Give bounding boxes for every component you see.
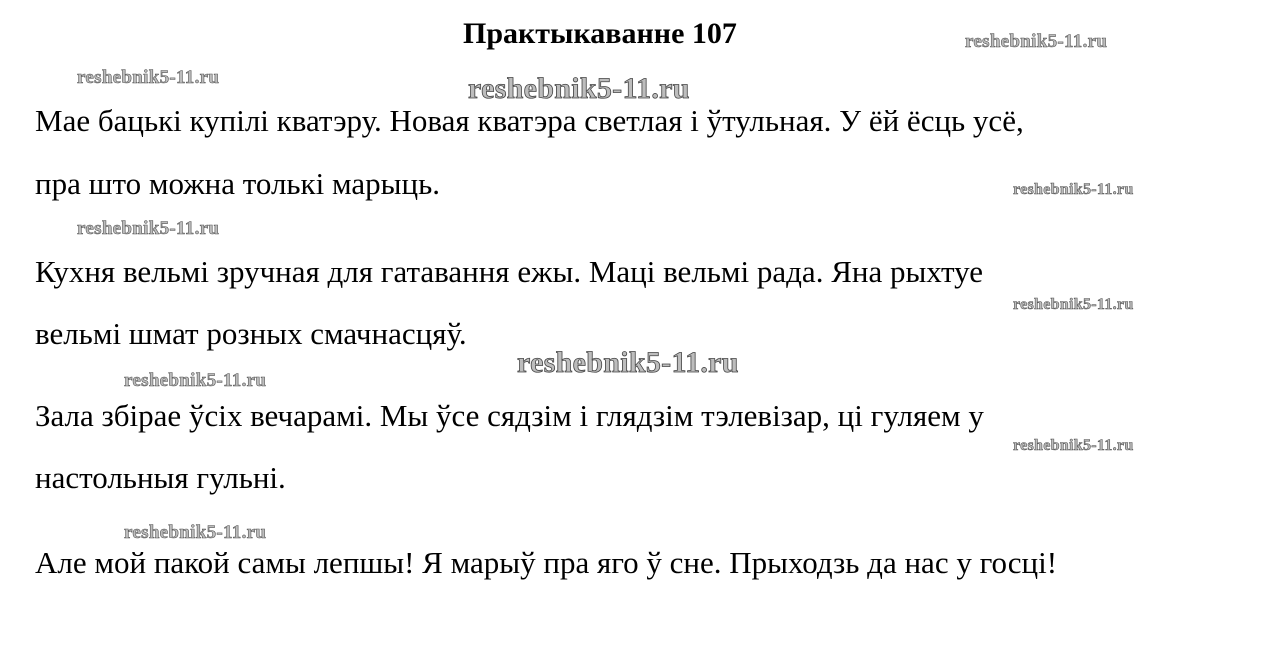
text-line-6: настольныя гульні. bbox=[35, 460, 286, 495]
watermark: reshebnik5-11.ru bbox=[124, 370, 267, 391]
watermark: reshebnik5-11.ru bbox=[468, 72, 690, 105]
text-line-1: Мае бацькі купілі кватэру. Новая кватэра светлая і ўтульная. У ёй ёсць усё, bbox=[35, 103, 1024, 138]
text-line-7: Але мой пакой самы лепшы! Я марыў пра яго ў сне. Прыходзь да нас у госці! bbox=[35, 545, 1058, 580]
text-line-5: Зала збірае ўсіх вечарамі. Мы ўсе сядзім і глядзім тэлевізар, ці гуляем у bbox=[35, 398, 984, 433]
watermark: reshebnik5-11.ru bbox=[1013, 181, 1134, 198]
text-line-3: Кухня вельмі зручная для гатавання ежы. Маці вельмі рада. Яна рыхтуе bbox=[35, 254, 984, 289]
text-line-4: вельмі шмат розных смачнасцяў. bbox=[35, 316, 467, 351]
watermark: reshebnik5-11.ru bbox=[965, 31, 1108, 52]
watermark: reshebnik5-11.ru bbox=[77, 67, 220, 88]
watermark: reshebnik5-11.ru bbox=[1013, 296, 1134, 313]
text-line-2: пра што можна толькі марыць. bbox=[35, 166, 440, 201]
watermark: reshebnik5-11.ru bbox=[1013, 437, 1134, 454]
exercise-title: Практыкаванне 107 bbox=[463, 17, 737, 50]
watermark: reshebnik5-11.ru bbox=[517, 346, 739, 379]
watermark: reshebnik5-11.ru bbox=[77, 218, 220, 239]
watermark: reshebnik5-11.ru bbox=[124, 522, 267, 543]
